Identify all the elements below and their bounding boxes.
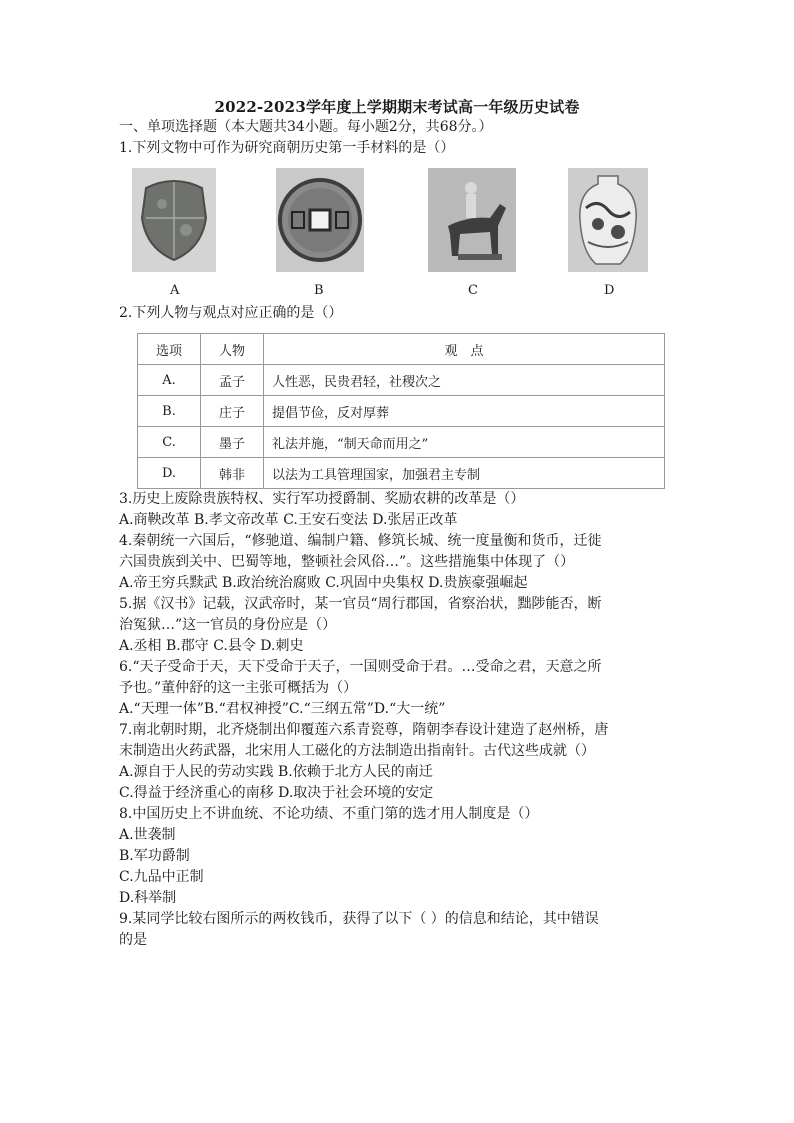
body-line: C.得益于经济重心的南移 D.取决于社会环境的安定 [119, 785, 434, 801]
row-person: 韩非 [201, 458, 264, 489]
body-line: A.帝王穷兵黩武 B.政治统治腐败 C.巩固中央集权 D.贵族豪强崛起 [119, 575, 528, 591]
row-option: D. [138, 458, 201, 489]
table-header-row [138, 334, 665, 365]
body-line: 5.据《汉书》记载，汉武帝时，某一官员“周行郡国，省察治状，黜陟能否，断 [119, 596, 602, 612]
body-line: D.科举制 [119, 890, 177, 906]
row-viewpoint: 礼法并施，“制天命而用之” [264, 427, 665, 458]
jade-artifact-image [132, 168, 216, 272]
question-1-stem: 1.下列文物中可作为研究商朝历史第一手材料的是（） [119, 140, 455, 156]
intro-lines [119, 117, 679, 159]
question-2-stem: 2.下列人物与观点对应正确的是（） [119, 305, 343, 321]
body-line: 予也。”董仲舒的这一主张可概括为（） [119, 680, 358, 696]
body-line: A.源自于人民的劳动实践 B.依赖于北方人民的南迁 [119, 764, 433, 780]
body-line: C.九品中正制 [119, 869, 204, 885]
porcelain-vase-image [568, 168, 648, 272]
exam-title: 2022-2023学年度上学期期末考试高一年级历史试卷 [214, 98, 580, 116]
q2-stem-block [119, 303, 679, 324]
section-heading: 一、单项选择题（本大题共34小题。每小题2分，共68分。） [119, 119, 493, 135]
row-person: 庄子 [201, 396, 264, 427]
label-a: A [170, 283, 180, 298]
row-option: B. [138, 396, 201, 427]
horse-figurine-image [428, 168, 516, 272]
table-row [138, 365, 665, 396]
body-line: 6.“天子受命于天，天下受命于天子，一国则受命于君。…受命之君，天意之所 [119, 659, 602, 675]
row-person: 墨子 [201, 427, 264, 458]
body-line: 六国贵族到关中、巴蜀等地，整顿社会风俗…”。这些措施集中体现了（） [119, 554, 575, 570]
q1-artifact-images [119, 162, 679, 312]
row-viewpoint: 提倡节俭，反对厚葬 [264, 396, 665, 427]
table-row [138, 458, 665, 489]
body-line: 8.中国历史上不讲血统、不论功绩、不重门第的选才用人制度是（） [119, 806, 539, 822]
body-line: 3.历史上废除贵族特权、实行军功授爵制、奖励农耕的改革是（） [119, 491, 525, 507]
body-line: 治冤狱…”这一官员的身份应是（） [119, 617, 337, 633]
row-option: A. [138, 365, 201, 396]
label-b: B [314, 283, 324, 298]
q2-options-table [137, 333, 665, 489]
label-c: C [468, 283, 478, 298]
body-line: A.“天理一体”B.“君权神授”C.“三纲五常”D.“大一统” [119, 701, 446, 717]
body-line: A.世袭制 [119, 827, 176, 843]
header-option: 选项 [138, 334, 201, 365]
body-line: 末制造出火药武器，北宋用人工磁化的方法制造出指南针。古代这些成就（） [119, 743, 595, 759]
body-line: A.商鞅改革 B.孝文帝改革 C.王安石变法 D.张居正改革 [119, 512, 458, 528]
body-line: B.军功爵制 [119, 848, 190, 864]
questions-body [119, 489, 679, 951]
body-line: A.丞相 B.郡守 C.县令 D.刺史 [119, 638, 304, 654]
header-person: 人物 [201, 334, 264, 365]
row-viewpoint: 人性恶，民贵君轻，社稷次之 [264, 365, 665, 396]
body-line: 7.南北朝时期，北齐烧制出仰覆莲六系青瓷尊，隋朝李春设计建造了赵州桥，唐 [119, 722, 609, 738]
row-person: 孟子 [201, 365, 264, 396]
header-viewpoint: 观 点 [264, 334, 665, 365]
row-option: C. [138, 427, 201, 458]
body-line: 的是 [119, 932, 147, 948]
table-row [138, 396, 665, 427]
row-viewpoint: 以法为工具管理国家，加强君主专制 [264, 458, 665, 489]
table-row [138, 427, 665, 458]
coin-artifact-image [276, 168, 364, 272]
label-d: D [604, 283, 615, 298]
body-line: 4.秦朝统一六国后，“修驰道、编制户籍、修筑长城、统一度量衡和货币，迁徙 [119, 533, 602, 549]
body-line: 9.某同学比较右图所示的两枚钱币，获得了以下（ ）的信息和结论，其中错误 [119, 911, 599, 927]
